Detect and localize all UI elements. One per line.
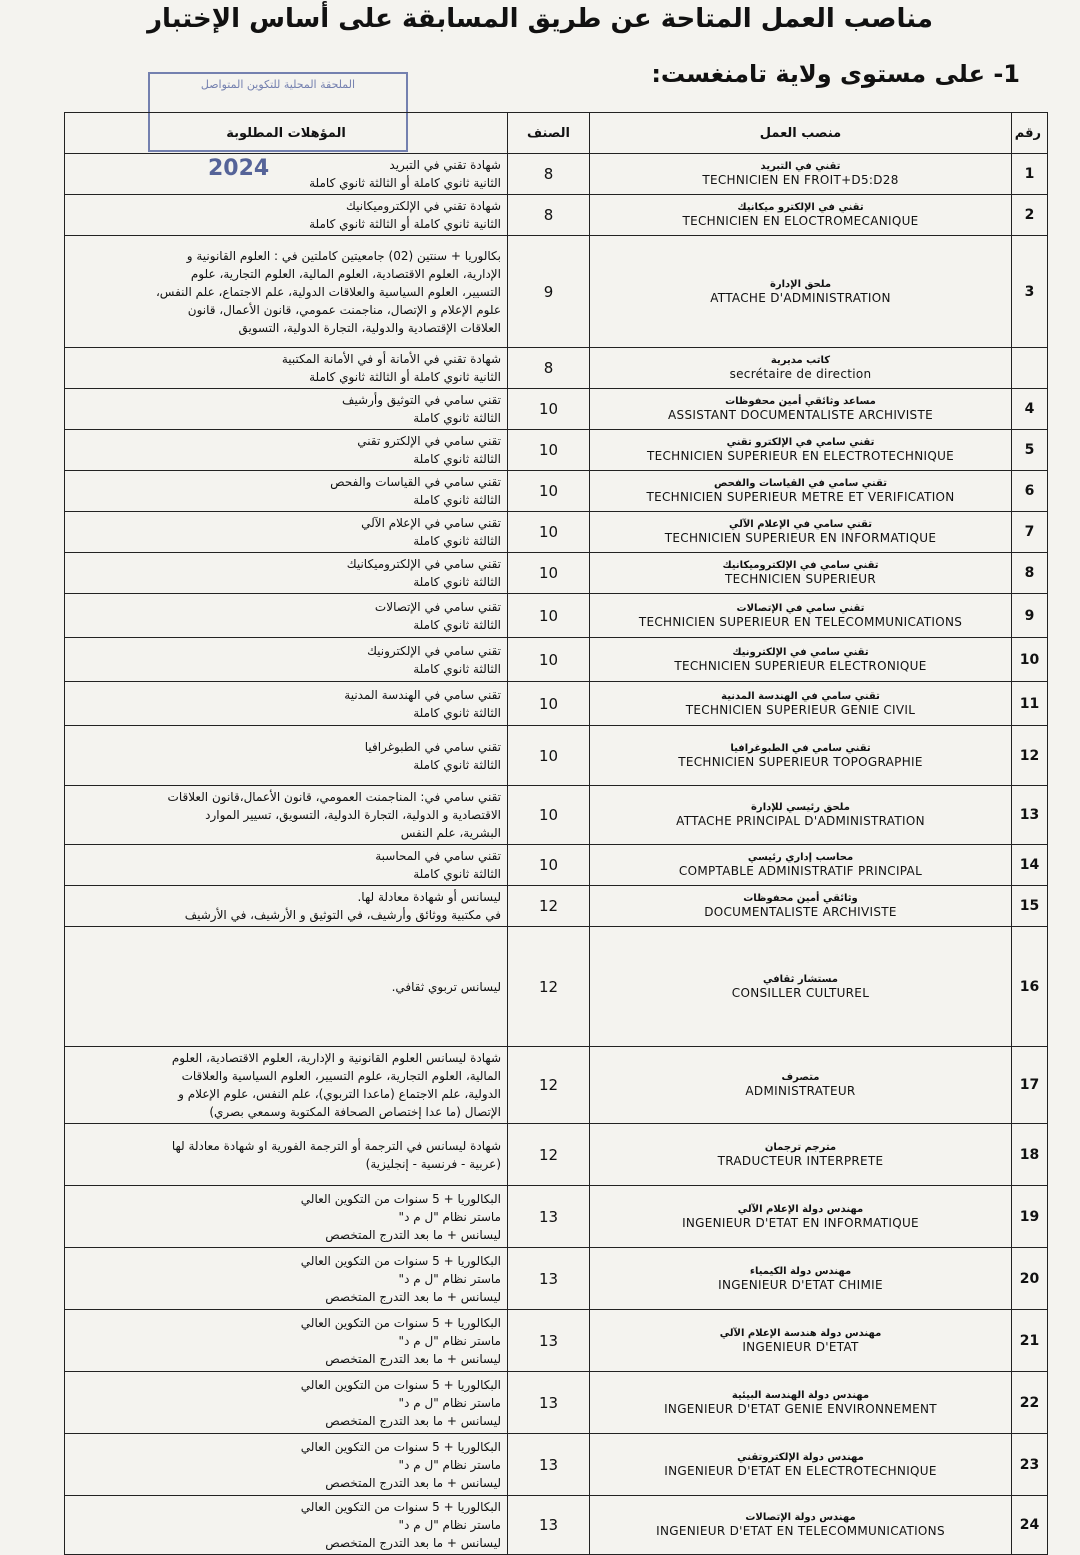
row-number: 11 (1012, 682, 1048, 726)
job-grade: 10 (508, 594, 590, 638)
job-post-french: INGENIEUR D'ETAT (742, 1339, 859, 1354)
qualification-line: تقني سامي في: المناجمنت العمومي، قانون الأعمال،قانون العلاقات (167, 790, 501, 804)
job-post-arabic: وثائقي أمين محفوظات (743, 893, 858, 904)
table-row (65, 236, 1048, 348)
table-row (65, 195, 1048, 236)
job-post-arabic: تقني سامي في الإتصالات (736, 602, 865, 614)
job-post-arabic: ملحق الإدارة (769, 278, 832, 290)
job-qualifications (65, 638, 508, 682)
row-number: 6 (1012, 471, 1048, 512)
row-number: 2 (1012, 195, 1048, 236)
job-qualifications (65, 786, 508, 845)
qualification-line: البكالوريا + 5 سنوات من التكوين العالي (300, 1253, 501, 1268)
job-qualifications (65, 726, 508, 786)
table-row (65, 594, 1048, 638)
qualification-line: ليسانس + ما بعد التدرج المتخصص (325, 1536, 501, 1550)
job-grade: 8 (508, 348, 590, 389)
job-post-french: ASSISTANT DOCUMENTALISTE ARCHIVISTE (668, 408, 933, 422)
row-number: 22 (1012, 1372, 1048, 1434)
table-row (65, 1124, 1048, 1186)
qualification-line: الثالثة ثانوي كاملة (413, 411, 501, 425)
job-post-french: TECHNICIEN SUPERIEUR METRE ET VERIFICATION (646, 490, 955, 504)
qualification-line: الثانية ثانوي كاملة أو الثالثة ثانوي كاملة (309, 370, 501, 384)
job-post-french: TECHNICIEN SUPERIEUR EN TELECOMMUNICATIONS (638, 614, 963, 629)
table-row (65, 927, 1048, 1047)
qualification-line: التسيير، العلوم السياسية والعلاقات الدولية، علم الاجتماع، علم النفس، (155, 284, 501, 299)
table-row (65, 682, 1048, 726)
job-post-arabic: مهندس دولة الإعلام الآلي (737, 1203, 864, 1215)
job-grade: 10 (508, 512, 590, 553)
qualification-line: علوم الإعلام و الإتصال، مناجمنت عمومي، قانون الأعمال، قانون (187, 302, 501, 317)
stamp-text: الملحقة المحلية للتكوين المتواصل (200, 78, 356, 91)
table-row (65, 1186, 1048, 1248)
row-number: 16 (1012, 927, 1048, 1047)
row-number: 20 (1012, 1248, 1048, 1310)
job-qualifications (65, 1496, 508, 1555)
table-body (65, 154, 1048, 1555)
job-grade: 10 (508, 638, 590, 682)
qualification-line: الإدارية، العلوم الاقتصادية، العلوم المالية، العلوم التجارية، علوم (190, 266, 501, 281)
qualification-line: ماستر نظام "ل م د" (398, 1333, 501, 1348)
job-post-arabic: مهندس دولة الإتصالات (745, 1512, 856, 1523)
job-grade: 9 (508, 236, 590, 348)
table-row (65, 638, 1048, 682)
job-grade: 10 (508, 682, 590, 726)
qualification-line: الثالثة ثانوي كاملة (413, 757, 501, 772)
job-post-arabic: تقني في الإلكترو ميكانيك (737, 202, 864, 213)
job-post-french: COMPTABLE ADMINISTRATIF PRINCIPAL (678, 864, 923, 878)
table-row (65, 845, 1048, 886)
job-qualifications (65, 512, 508, 553)
qualification-line: الاقتصادية و الدولية، التجارة الدولية، التسويق، تسيير الموارد (205, 808, 501, 822)
job-qualifications (65, 1310, 508, 1372)
job-post-arabic: تقني سامي في الهندسة المدنية (721, 690, 880, 702)
job-qualifications (65, 927, 508, 1047)
job-qualifications (65, 1124, 508, 1186)
qualification-line: بكالوريا + سنتين (02) جامعيتين كاملتين في : العلوم القانونية و (186, 248, 501, 263)
table-row (65, 886, 1048, 927)
row-number: 4 (1012, 389, 1048, 430)
qualification-line: الثالثة ثانوي كاملة (413, 452, 501, 466)
table-row (65, 786, 1048, 845)
table-row (65, 512, 1048, 553)
row-number: 19 (1012, 1186, 1048, 1248)
qualification-line: البكالوريا + 5 سنوات من التكوين العالي (300, 1377, 501, 1392)
job-post-arabic: مهندس دولة الإلكتروتقني (737, 1451, 864, 1463)
qualification-line: تقني سامي في الإلكترونيك (367, 643, 501, 658)
job-post (590, 786, 1012, 845)
job-post (590, 348, 1012, 389)
table-row (65, 726, 1048, 786)
qualification-line: البشرية، علم النفس (400, 826, 501, 840)
job-qualifications (65, 594, 508, 638)
qualification-line: تقني سامي في المحاسبة (375, 849, 501, 863)
table-row (65, 348, 1048, 389)
qualification-line: شهادة تقني في الأمانة أو في الأمانة المكتبية (281, 352, 501, 366)
job-post (590, 1496, 1012, 1555)
job-post (590, 1310, 1012, 1372)
qualification-line: الدولية، علم الاجتماع (ماعدا التربوي)، علم النفس، علوم الإعلام و (178, 1087, 501, 1101)
qualification-line: الثالثة ثانوي كاملة (413, 867, 501, 881)
job-qualifications (65, 1372, 508, 1434)
job-post-french: TECHNICIEN SUPERIEUR ELECTRONIQUE (674, 658, 927, 673)
qualification-line: الثالثة ثانوي كاملة (413, 661, 501, 676)
job-qualifications (65, 236, 508, 348)
qualification-line: ماستر نظام "ل م د" (398, 1518, 501, 1532)
job-qualifications (65, 682, 508, 726)
row-number: 3 (1012, 236, 1048, 348)
job-grade: 13 (508, 1372, 590, 1434)
job-post-arabic: ملحق رئيسي للإدارة (751, 802, 850, 813)
qualification-line: ماستر نظام "ل م د" (398, 1271, 501, 1286)
row-number (1012, 348, 1048, 389)
qualification-line: تقني سامي في الإلكترو تقني (357, 434, 501, 448)
job-post (590, 682, 1012, 726)
job-post-arabic: كاتب مديرية (770, 355, 831, 366)
table-row (65, 1310, 1048, 1372)
job-post-french: TECHNICIEN EN FROIT+D5:D28 (702, 173, 899, 187)
qualification-line: الثانية ثانوي كاملة أو الثالثة ثانوي كاملة (309, 176, 501, 190)
row-number: 23 (1012, 1434, 1048, 1496)
stamp-date: 2024 (208, 156, 270, 181)
job-post (590, 195, 1012, 236)
qualification-line: العلاقات الإقتصادية والدولية، التجارة الدولية، التسويق (238, 320, 501, 335)
job-post (590, 927, 1012, 1047)
job-post (590, 638, 1012, 682)
job-qualifications (65, 845, 508, 886)
qualification-line: تقني سامي في القياسات والفحص (330, 475, 501, 489)
jobs-table (64, 112, 1048, 1555)
job-post-arabic: مهندس دولة الهندسة البيئية (731, 1389, 870, 1401)
row-number: 18 (1012, 1124, 1048, 1186)
section-title: 1- على مستوى ولاية تامنغست: (651, 60, 1020, 88)
job-post (590, 845, 1012, 886)
job-post-french: TRADUCTEUR INTERPRETE (717, 1153, 884, 1168)
job-post (590, 594, 1012, 638)
row-number: 5 (1012, 430, 1048, 471)
job-qualifications (65, 1047, 508, 1124)
job-grade: 10 (508, 430, 590, 471)
row-number: 13 (1012, 786, 1048, 845)
job-post-arabic: تقني سامي في الإعلام الآلي (728, 519, 872, 530)
table-row (65, 1047, 1048, 1124)
header-grade: الصنف (508, 113, 590, 154)
job-post-french: TECHNICIEN SUPERIEUR EN ELECTROTECHNIQUE (646, 449, 955, 463)
job-grade: 13 (508, 1434, 590, 1496)
job-post-french: TECHNICIEN SUPERIEUR (725, 572, 876, 586)
job-post-arabic: تقني سامي في الإلكتروميكانيك (722, 560, 879, 571)
job-post-french: TECHNICIEN EN ELOCTROMECANIQUE (682, 214, 919, 228)
job-post-arabic: مهندس دولة هندسة الإعلام الآلي (719, 1327, 882, 1339)
table-header-row (65, 113, 1048, 154)
job-grade: 8 (508, 154, 590, 195)
job-grade: 12 (508, 1124, 590, 1186)
job-post (590, 389, 1012, 430)
row-number: 1 (1012, 154, 1048, 195)
job-qualifications (65, 553, 508, 594)
job-post (590, 154, 1012, 195)
qualification-line: ليسانس + ما بعد التدرج المتخصص (325, 1289, 501, 1304)
job-post-french: TECHNICIEN SUPERIEUR EN INFORMATIQUE (664, 531, 937, 545)
page-title: مناصب العمل المتاحة عن طريق المسابقة على أساس الإختبار (147, 4, 933, 34)
job-post-arabic: متصرف (781, 1072, 820, 1083)
row-number: 7 (1012, 512, 1048, 553)
job-grade: 13 (508, 1496, 590, 1555)
job-post-arabic: مهندس دولة الكيمياء (749, 1265, 852, 1277)
job-qualifications (65, 430, 508, 471)
job-post (590, 1372, 1012, 1434)
qualification-line: الثالثة ثانوي كاملة (413, 493, 501, 507)
row-number: 12 (1012, 726, 1048, 786)
qualification-line: شهادة تقني في الإلكتروميكانيك (346, 199, 501, 213)
row-number: 8 (1012, 553, 1048, 594)
qualification-line: شهادة ليسانس في الترجمة أو الترجمة الفورية او شهادة معادلة لها (171, 1138, 501, 1153)
job-post-french: CONSILLER CULTUREL (731, 985, 870, 1000)
job-grade: 12 (508, 886, 590, 927)
qualification-line: ليسانس أو شهادة معادلة لها. (357, 890, 501, 904)
job-grade: 13 (508, 1186, 590, 1248)
qualification-line: ليسانس تربوي ثقافي. (391, 979, 501, 994)
job-qualifications (65, 886, 508, 927)
header-num: رقم (1012, 113, 1048, 154)
qualification-line: شهادة تقني في التبريد (389, 158, 501, 172)
row-number: 24 (1012, 1496, 1048, 1555)
job-grade: 10 (508, 786, 590, 845)
job-post-arabic: تقني سامي في الإلكترونيك (732, 646, 869, 658)
job-post-french: TECHNICIEN SUPERIEUR GENIE CIVIL (685, 702, 916, 717)
header-qualifications: المؤهلات المطلوبة (65, 113, 508, 154)
job-post-french: ADMINISTRATEUR (745, 1084, 856, 1098)
job-grade: 12 (508, 1047, 590, 1124)
job-qualifications (65, 471, 508, 512)
job-qualifications (65, 154, 508, 195)
table-row (65, 1496, 1048, 1555)
job-grade: 10 (508, 389, 590, 430)
qualification-line: تقني سامي في الطبوغرافيا (364, 739, 501, 754)
qualification-line: الثانية ثانوي كاملة أو الثالثة ثانوي كاملة (309, 217, 501, 231)
job-post-french: INGENIEUR D'ETAT CHIMIE (718, 1277, 883, 1292)
job-grade: 10 (508, 845, 590, 886)
table-row (65, 1372, 1048, 1434)
qualification-line: البكالوريا + 5 سنوات من التكوين العالي (300, 1191, 501, 1206)
table-row (65, 471, 1048, 512)
row-number: 9 (1012, 594, 1048, 638)
row-number: 10 (1012, 638, 1048, 682)
job-post-french: ATTACHE PRINCIPAL D'ADMINISTRATION (676, 814, 925, 828)
job-grade: 10 (508, 726, 590, 786)
job-post (590, 726, 1012, 786)
qualification-line: الثالثة ثانوي كاملة (413, 534, 501, 548)
job-qualifications (65, 1248, 508, 1310)
qualification-line: تقني سامي في الإتصالات (374, 599, 501, 614)
qualification-line: ليسانس + ما بعد التدرج المتخصص (325, 1351, 501, 1366)
qualification-line: (عربية - فرنسية - إنجليزية) (365, 1156, 501, 1171)
qualification-line: ماستر نظام "ل م د" (398, 1457, 501, 1472)
job-post-french: secrétaire de direction (729, 367, 872, 381)
qualification-line: البكالوريا + 5 سنوات من التكوين العالي (300, 1500, 501, 1514)
job-post-french: TECHNICIEN SUPERIEUR TOPOGRAPHIE (678, 754, 923, 769)
job-post-arabic: تقني في التبريد (760, 161, 841, 172)
job-qualifications (65, 1186, 508, 1248)
qualification-line: الثالثة ثانوي كاملة (413, 617, 501, 632)
header-post: منصب العمل (590, 113, 1012, 154)
job-post (590, 1186, 1012, 1248)
job-qualifications (65, 1434, 508, 1496)
qualification-line: في مكتبية ووثائق وأرشيف، في التوثيق و الأرشيف، في الأرشيف (184, 908, 501, 922)
job-post-french: DOCUMENTALISTE ARCHIVISTE (704, 905, 897, 919)
job-grade: 13 (508, 1248, 590, 1310)
job-post (590, 1124, 1012, 1186)
qualification-line: ليسانس + ما بعد التدرج المتخصص (325, 1475, 501, 1490)
table-row (65, 389, 1048, 430)
job-grade: 13 (508, 1310, 590, 1372)
job-qualifications (65, 348, 508, 389)
table-row (65, 1434, 1048, 1496)
job-post-arabic: مستشار ثقافي (763, 973, 838, 985)
job-qualifications (65, 195, 508, 236)
job-grade: 8 (508, 195, 590, 236)
qualification-line: تقني سامي في الإلكتروميكانيك (346, 557, 501, 571)
qualification-line: تقني سامي في الهندسة المدنية (344, 687, 501, 702)
job-post-french: ATTACHE D'ADMINISTRATION (710, 290, 891, 305)
qualification-line: البكالوريا + 5 سنوات من التكوين العالي (300, 1439, 501, 1454)
job-post (590, 512, 1012, 553)
row-number: 14 (1012, 845, 1048, 886)
job-post-arabic: تقني سامي في الطبوغرافيا (730, 742, 871, 754)
job-post (590, 471, 1012, 512)
qualification-line: الثالثة ثانوي كاملة (413, 575, 501, 589)
qualification-line: البكالوريا + 5 سنوات من التكوين العالي (300, 1315, 501, 1330)
row-number: 17 (1012, 1047, 1048, 1124)
job-post (590, 1047, 1012, 1124)
job-post-arabic: محاسب إداري رئيسي (747, 852, 854, 863)
job-qualifications (65, 389, 508, 430)
qualification-line: شهادة ليسانس العلوم القانونية و الإدارية، العلوم الاقتصادية، العلوم (171, 1051, 501, 1065)
qualification-line: ماستر نظام "ل م د" (398, 1209, 501, 1224)
job-grade: 12 (508, 927, 590, 1047)
job-post (590, 886, 1012, 927)
job-grade: 10 (508, 471, 590, 512)
row-number: 15 (1012, 886, 1048, 927)
job-post (590, 553, 1012, 594)
job-post (590, 1434, 1012, 1496)
table-row (65, 430, 1048, 471)
table-row (65, 154, 1048, 195)
qualification-line: ليسانس + ما بعد التدرج المتخصص (325, 1227, 501, 1242)
qualification-line: ليسانس + ما بعد التدرج المتخصص (325, 1413, 501, 1428)
table-row (65, 1248, 1048, 1310)
job-post (590, 236, 1012, 348)
qualification-line: الإتصال (ما عدا إختصاص الصحافة المكتوبة وسمعي بصري) (209, 1105, 501, 1119)
job-post-french: INGENIEUR D'ETAT EN ELECTROTECHNIQUE (664, 1463, 937, 1478)
job-post-arabic: مترجم ترجمان (764, 1141, 837, 1153)
job-post-arabic: مساعد وثائقي أمين محفوظات (725, 396, 876, 407)
job-post-arabic: تقني سامي في القياسات والفحص (714, 478, 887, 489)
job-post (590, 430, 1012, 471)
job-post-french: INGENIEUR D'ETAT EN INFORMATIQUE (682, 1215, 919, 1230)
row-number: 21 (1012, 1310, 1048, 1372)
qualification-line: الثالثة ثانوي كاملة (413, 705, 501, 720)
job-post-french: INGENIEUR D'ETAT EN TELECOMMUNICATIONS (656, 1524, 945, 1538)
job-post-arabic: تقني سامي في الإلكترو تقني (726, 437, 875, 448)
qualification-line: تقني سامي في الإعلام الآلي (361, 516, 501, 530)
qualification-line: ماستر نظام "ل م د" (398, 1395, 501, 1410)
job-post (590, 1248, 1012, 1310)
table-row (65, 553, 1048, 594)
qualification-line: المالية، العلوم التجارية، علوم التسيير، العلوم السياسية والعلاقات (181, 1069, 501, 1083)
job-post-french: INGENIEUR D'ETAT GENIE ENVIRONNEMENT (664, 1401, 937, 1416)
job-grade: 10 (508, 553, 590, 594)
qualification-line: تقني سامي في التوثيق وأرشيف (342, 393, 501, 407)
